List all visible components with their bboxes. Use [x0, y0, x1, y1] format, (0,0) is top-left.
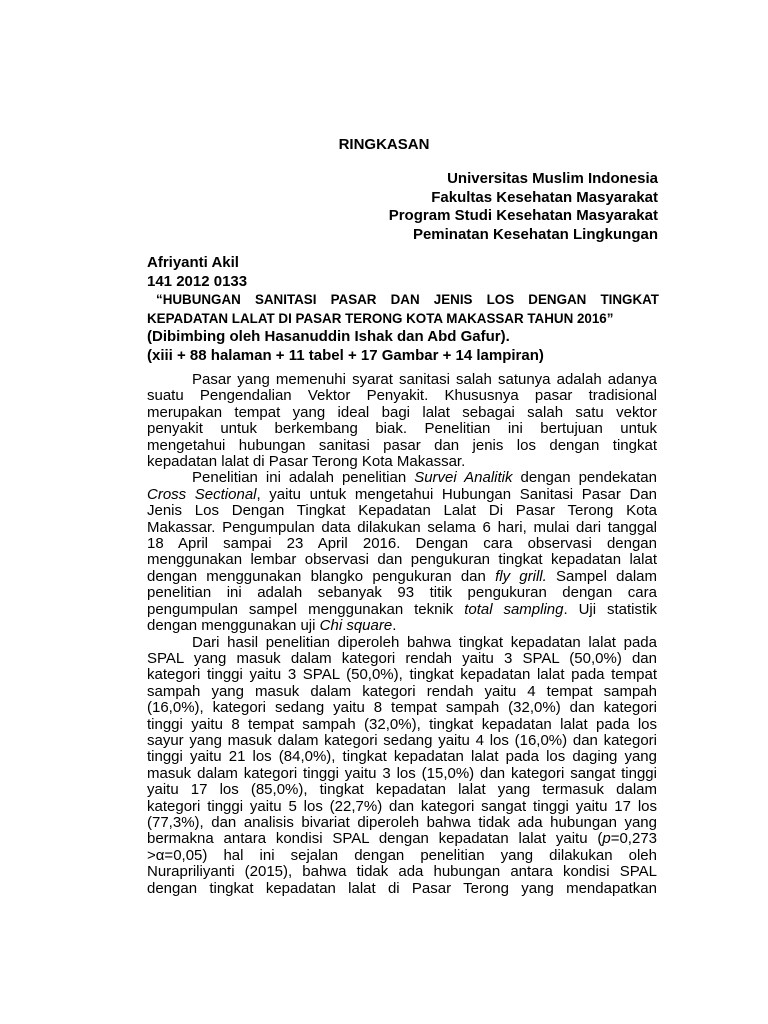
- body-text-segment: suatu Pengendalian Vektor Penyakit. Khususnya pasar tradisional: [147, 387, 657, 405]
- affiliation-program: Program Studi Kesehatan Masyarakat: [388, 207, 658, 224]
- body-text-segment: (16,0%), kategori sedang yaitu 8 tempat sampah (32,0%) dan kategori: [147, 699, 657, 717]
- body-text-segment: kategori tinggi yaitu 3 SPAL (50,0%), tingkat kepadatan lalat pada tempat: [147, 666, 657, 684]
- body-line: [147, 454, 657, 470]
- body-line: [147, 470, 657, 486]
- body-text-segment: Sampel dalam: [546, 567, 657, 585]
- body-text-segment: dengan menggunakan uji: [147, 617, 320, 635]
- body-text-segment: merupakan tempat yang ideal bagi lalat sebagai salah satu vektor: [147, 403, 657, 421]
- body-text-segment: Dari hasil penelitian diperoleh bahwa tingkat kepadatan lalat pada: [192, 633, 657, 651]
- body-line: [147, 733, 657, 749]
- affiliation-faculty: Fakultas Kesehatan Masyarakat: [431, 188, 658, 206]
- body-text-segment: kepadatan lalat di Pasar Terong Kota Makassar.: [147, 453, 466, 471]
- body-text-segment: pengumpulan sampel menggunakan teknik: [147, 600, 465, 618]
- body-text-segment: >α=0,05) hal ini sejalan dengan penelitian yang dilakukan oleh: [147, 846, 657, 864]
- body-text-segment: dengan tingkat kepadatan lalat di Pasar Terong yang mendapatkan: [147, 879, 657, 897]
- body-text-segment: dengan menggunakan blangko pengukuran dan: [147, 567, 496, 585]
- italic-term: Cross Sectional: [147, 485, 257, 503]
- body-line: [147, 815, 657, 831]
- body-line: [147, 864, 657, 880]
- body-line: [147, 618, 657, 634]
- body-text-segment: Pasar yang memenuhi syarat sanitasi salah satunya adalah adanya: [192, 371, 657, 388]
- body-line: [147, 766, 657, 782]
- body-text-segment: (77,3%), dan analisis bivariat diperoleh bahwa tidak ada hubungan yang: [147, 813, 657, 831]
- body-text-segment: sampah yang masuk dalam kategori rendah yaitu 4 tempat sampah: [147, 682, 657, 700]
- body-text-segment: Makassar. Pengumpulan data dilakukan selama 6 hari, mulai dari tanggal: [147, 518, 657, 536]
- body-text-segment: .: [392, 617, 397, 635]
- body-text-segment: masuk dalam kategori tinggi yaitu 3 los (15,0%) dan kategori sangat tinggi: [147, 764, 657, 782]
- body-text-segment: sayur yang masuk dalam kategori sedang yaitu 4 los (16,0%) dan kategori: [147, 731, 657, 749]
- body-line: [147, 503, 657, 519]
- italic-term: fly grill.: [495, 567, 547, 585]
- body-line: [147, 651, 657, 667]
- body-line: [147, 405, 657, 421]
- body-line: [147, 831, 657, 847]
- body-line: [147, 717, 657, 733]
- body-line: [147, 372, 657, 388]
- body-line: [147, 438, 657, 454]
- body-line: [147, 602, 657, 618]
- body-text-segment: 18 April sampai 23 April 2016. Dengan cara observasi dengan: [147, 535, 657, 553]
- body-line: [147, 552, 657, 568]
- body-line: [147, 782, 657, 798]
- body-line: [147, 684, 657, 700]
- body-line: [147, 700, 657, 716]
- body-text-segment: Nurapriliyanti (2015), bahwa tidak ada hubungan antara kondisi SPAL: [147, 863, 657, 881]
- affiliation-specialization: Peminatan Kesehatan Lingkungan: [412, 225, 658, 243]
- body-text-segment: Jenis Los Dengan Tingkat Kepadatan Lalat Di Pasar Terong Kota: [147, 502, 657, 520]
- body-text-segment: dengan pendekatan: [512, 469, 657, 487]
- affiliation-university: Universitas Muslim Indonesia: [447, 170, 658, 187]
- body-text-segment: tinggi yaitu 21 los (84,0%), tingkat kepadatan lalat pada los daging yang: [147, 748, 657, 766]
- body-line: [147, 421, 657, 437]
- body-text-segment: tinggi yaitu 8 tempat sampah (32,0%), tingkat kepadatan lalat pada los: [147, 715, 657, 733]
- body-text-segment: menggunakan lembar observasi dan pengukuran tingkat kepadatan lalat: [147, 551, 657, 569]
- body-line: [147, 569, 657, 585]
- body-text-segment: SPAL yang masuk dalam kategori rendah yaitu 3 SPAL (50,0%) dan: [147, 649, 657, 667]
- body-text-segment: yaitu 17 los (85,0%), tingkat kepadatan lalat yang termasuk dalam: [147, 781, 657, 799]
- body-text-segment: , yaitu untuk mengetahui Hubungan Sanitasi Pasar Dan: [256, 485, 658, 503]
- summary-body: [147, 372, 657, 897]
- body-text-segment: mengetahui hubungan sanitasi pasar dan jenis los dengan tingkat: [147, 436, 657, 454]
- body-text-segment: Penelitian ini adalah penelitian: [192, 469, 415, 487]
- supervisors: (Dibimbing oleh Hasanuddin Ishak dan Abd Gafur).: [147, 328, 510, 345]
- body-line: [147, 799, 657, 815]
- page-count: (xiii + 88 halaman + 11 tabel + 17 Gambar + 14 lampiran): [147, 346, 544, 364]
- italic-term: total sampling: [464, 600, 564, 618]
- italic-term: Chi square: [319, 617, 393, 635]
- thesis-title-line-2: KEPADATAN LALAT DI PASAR TERONG KOTA MAKASSAR TAHUN 2016”: [147, 310, 614, 326]
- body-text-segment: kategori tinggi yaitu 5 los (22,7%) dan kategori sangat tinggi yaitu 17 los: [147, 797, 657, 815]
- body-line: [147, 667, 657, 683]
- affiliation-block: [98, 170, 658, 244]
- body-text-segment: penyakit untuk berkembang biak. Penelitian ini bertujuan untuk: [147, 420, 657, 438]
- italic-term: p: [602, 830, 611, 848]
- body-text-segment: =0,273: [610, 830, 657, 848]
- body-line: [147, 881, 657, 897]
- body-line: [147, 536, 657, 552]
- body-line: [147, 749, 657, 765]
- body-line: [147, 585, 657, 601]
- thesis-title-line-1: “HUBUNGAN SANITASI PASAR DAN JENIS LOS DENGAN TINGKAT: [156, 292, 659, 307]
- italic-term: Survei Analitik: [414, 469, 513, 487]
- body-line: [147, 487, 657, 503]
- page-heading: RINGKASAN: [338, 136, 430, 153]
- body-line: [147, 635, 657, 651]
- body-text-segment: bermakna antara kondisi SPAL dengan kepadatan lalat yaitu (: [147, 830, 603, 848]
- body-text-segment: penelitian ini adalah sebanyak 93 titik pengukuran dengan cara: [147, 584, 657, 602]
- body-line: [147, 520, 657, 536]
- student-id: 141 2012 0133: [147, 272, 248, 290]
- author-name: Afriyanti Akil: [147, 254, 239, 271]
- author-block: [147, 254, 659, 365]
- body-line: [147, 388, 657, 404]
- body-text-segment: . Uji statistik: [563, 600, 657, 618]
- body-line: [147, 848, 657, 864]
